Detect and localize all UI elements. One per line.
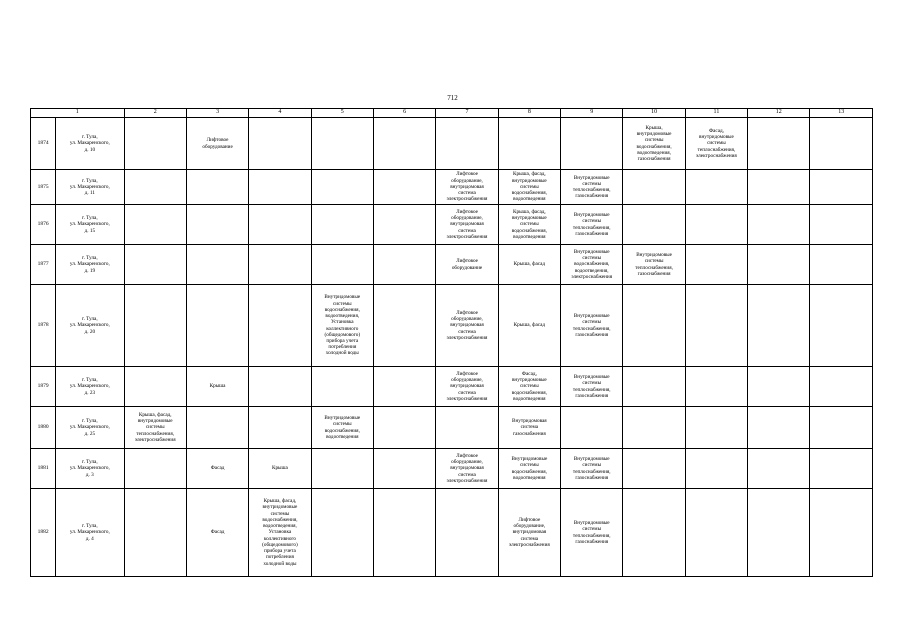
work-cell [685, 118, 747, 170]
address-cell [56, 367, 124, 407]
work-cell [373, 205, 435, 245]
work-cell [623, 285, 685, 367]
column-header: 7 [436, 109, 498, 118]
cell-text: Крыша, фасад, внутридомовые системы водоснабжения, водоотведения [511, 171, 547, 203]
work-cell [748, 205, 810, 245]
work-cell [311, 118, 373, 170]
work-cell [373, 118, 435, 170]
work-cell [249, 118, 311, 170]
column-header: 4 [249, 109, 311, 118]
work-cell [186, 285, 248, 367]
work-cell [810, 407, 873, 449]
column-header: 6 [373, 109, 435, 118]
work-cell [810, 285, 873, 367]
work-cell [498, 449, 560, 489]
row-number-cell [31, 205, 56, 245]
work-cell [748, 407, 810, 449]
work-cell [436, 449, 498, 489]
work-cell [249, 367, 311, 407]
table-row [31, 489, 873, 577]
work-cell [748, 489, 810, 577]
work-cell [810, 170, 873, 205]
work-cell [436, 367, 498, 407]
work-cell [748, 367, 810, 407]
address-cell [56, 407, 124, 449]
row-number-cell [31, 118, 56, 170]
work-cell [561, 285, 623, 367]
work-cell [311, 449, 373, 489]
work-cell [249, 170, 311, 205]
cell-text: Внутридомовые системы водоснабжения, водоотведения, Установка коллективного (общедомового) прибора учета потребления холодной воды [324, 294, 361, 357]
work-cell [249, 449, 311, 489]
work-cell [498, 170, 560, 205]
work-cell [623, 118, 685, 170]
work-cell [124, 170, 186, 205]
work-cell [561, 449, 623, 489]
repair-schedule-table [30, 108, 873, 577]
work-cell [561, 118, 623, 170]
cell-text: Крыша [209, 383, 226, 390]
cell-text: Внутридомовые системы теплоснабжения, газоснабжения [635, 252, 673, 277]
work-cell [748, 118, 810, 170]
work-cell [311, 489, 373, 577]
work-cell [685, 205, 747, 245]
work-cell [124, 205, 186, 245]
work-cell [311, 170, 373, 205]
column-header: 11 [685, 109, 747, 118]
work-cell [311, 205, 373, 245]
cell-text: Крыша, фасад, внутридомовые системы водоснабжения, водоотведения [511, 208, 547, 240]
cell-text: г. Тула, ул. Макаренского, д. 11 [69, 177, 110, 197]
cell-text: Внутридомовая система газоснабжения [512, 418, 547, 437]
table-row [31, 170, 873, 205]
cell-text: Фасад [210, 529, 225, 536]
cell-text: Внутридомовые системы теплоснабжения, газоснабжения [572, 520, 611, 545]
row-number-cell [31, 367, 56, 407]
work-cell [685, 449, 747, 489]
work-cell [124, 285, 186, 367]
work-cell [124, 407, 186, 449]
work-cell [249, 205, 311, 245]
work-cell [810, 489, 873, 577]
work-cell [373, 285, 435, 367]
work-cell [186, 245, 248, 285]
work-cell [311, 367, 373, 407]
address-cell [56, 489, 124, 577]
work-cell [249, 407, 311, 449]
cell-text: Лифтовое оборудование, внутридомовая система электроснабжения [446, 309, 488, 341]
cell-text: Лифтовое оборудование [451, 258, 483, 271]
cell-text: Внутридомовые системы теплоснабжения, газоснабжения [572, 174, 611, 200]
address-cell [56, 245, 124, 285]
cell-text: Внутридомовые системы водоснабжения, водоотведения [511, 456, 548, 481]
row-number-cell [31, 285, 56, 367]
work-cell [685, 170, 747, 205]
cell-text: г. Тула, ул. Макаренского, д. 3 [69, 459, 110, 478]
cell-text: 1878 [37, 322, 49, 329]
cell-text: Внутридомовые системы теплоснабжения, газоснабжения [572, 212, 611, 237]
cell-text: Фасад [210, 465, 225, 472]
row-number-cell [31, 245, 56, 285]
cell-text: 1882 [37, 529, 49, 536]
work-cell [685, 285, 747, 367]
work-cell [561, 205, 623, 245]
work-cell [249, 489, 311, 577]
row-number-cell [31, 170, 56, 205]
cell-text: Внутридомовые системы водоснабжения, водоотведения [324, 415, 361, 440]
cell-text: Лифтовое оборудование, внутридомовая система электроснабжения [446, 370, 488, 402]
work-cell [249, 245, 311, 285]
cell-text: г. Тула, ул. Макаренского, д. 19 [69, 255, 110, 274]
cell-text: 1876 [37, 221, 49, 228]
work-cell [124, 245, 186, 285]
work-cell [810, 118, 873, 170]
cell-text: 1874 [37, 140, 49, 147]
cell-text: Внутридомовые системы водоснабжения, водоотведения, электроснабжения [571, 248, 613, 280]
column-header: 10 [623, 109, 685, 118]
address-cell [56, 118, 124, 170]
cell-text: Внутридомовые системы теплоснабжения, газоснабжения [572, 374, 611, 399]
work-cell [124, 118, 186, 170]
cell-text: Крыша, фасад [513, 261, 546, 268]
work-cell [186, 489, 248, 577]
work-cell [436, 118, 498, 170]
work-cell [436, 285, 498, 367]
cell-text: 1879 [37, 383, 49, 390]
cell-text: Крыша, внутридомовые системы водоснабжения, водоотведения, газоснабжения [636, 124, 672, 162]
cell-text: г. Тула, ул. Макаренского, д. 20 [69, 316, 110, 335]
column-header: 2 [124, 109, 186, 118]
work-cell [311, 245, 373, 285]
page-number: 712 [447, 94, 458, 102]
work-cell [810, 367, 873, 407]
work-cell [685, 245, 747, 285]
work-cell [623, 449, 685, 489]
work-cell [810, 205, 873, 245]
work-cell [561, 367, 623, 407]
work-cell [498, 407, 560, 449]
cell-text: Лифтовое оборудование, внутридомовая система электроснабжения [446, 452, 488, 484]
cell-text: Лифтовое оборудование [202, 137, 233, 150]
address-cell [56, 285, 124, 367]
cell-text: 1880 [37, 424, 49, 431]
work-cell [623, 489, 685, 577]
work-cell [748, 245, 810, 285]
cell-text: Крыша, фасад, внутридомовые системы теплоснабжения, электроснабжения [134, 411, 176, 443]
work-cell [748, 449, 810, 489]
work-cell [124, 367, 186, 407]
work-cell [186, 118, 248, 170]
work-cell [498, 118, 560, 170]
cell-text: Крыша, фасад [513, 322, 546, 329]
cell-text: г. Тула, ул. Макаренского, д. 10 [69, 134, 110, 153]
work-cell [124, 489, 186, 577]
work-cell [685, 407, 747, 449]
work-cell [373, 245, 435, 285]
cell-text: Лифтовое оборудование, внутридомовая система электроснабжения [446, 171, 488, 203]
row-number-cell [31, 449, 56, 489]
work-cell [436, 245, 498, 285]
work-cell [561, 407, 623, 449]
cell-text: Лифтовое оборудование, внутридомовая система электроснабжения [508, 516, 550, 548]
cell-text: Крыша [272, 465, 288, 472]
column-header: 12 [748, 109, 810, 118]
work-cell [498, 367, 560, 407]
cell-text: 1877 [37, 261, 49, 268]
work-cell [186, 170, 248, 205]
table-row [31, 407, 873, 449]
work-cell [186, 367, 248, 407]
work-cell [748, 285, 810, 367]
address-cell [56, 205, 124, 245]
cell-text: Фасад, внутридомовые системы теплоснабжения, электроснабжения [696, 127, 737, 159]
work-cell [311, 285, 373, 367]
work-cell [810, 449, 873, 489]
cell-text: г. Тула, ул. Макаренского, д. 23 [69, 377, 110, 396]
table-row [31, 205, 873, 245]
work-cell [373, 407, 435, 449]
work-cell [623, 407, 685, 449]
address-cell [56, 449, 124, 489]
work-cell [311, 407, 373, 449]
work-cell [561, 245, 623, 285]
cell-text: г. Тула, ул. Макаренского, д. 4 [69, 523, 110, 542]
row-number-cell [31, 407, 56, 449]
work-cell [498, 245, 560, 285]
column-header: 13 [810, 109, 873, 118]
row-number-cell [31, 489, 56, 577]
work-cell [623, 245, 685, 285]
work-cell [373, 449, 435, 489]
work-cell [186, 449, 248, 489]
table-row [31, 118, 873, 170]
work-cell [623, 170, 685, 205]
work-cell [373, 367, 435, 407]
work-cell [124, 449, 186, 489]
work-cell [373, 170, 435, 205]
work-cell [623, 367, 685, 407]
cell-text: 1881 [37, 465, 49, 472]
table-row [31, 367, 873, 407]
column-header: 9 [561, 109, 623, 118]
work-cell [436, 205, 498, 245]
cell-text: Внутридомовые системы теплоснабжения, газоснабжения [572, 456, 611, 481]
column-header: 8 [498, 109, 560, 118]
work-cell [373, 489, 435, 577]
work-cell [436, 489, 498, 577]
cell-text: Фасад, внутридомовые системы водоснабжения, водоотведения [511, 370, 547, 402]
table-row [31, 285, 873, 367]
column-header: 5 [311, 109, 373, 118]
work-cell [436, 170, 498, 205]
work-cell [186, 205, 248, 245]
work-cell [249, 285, 311, 367]
work-cell [186, 407, 248, 449]
address-cell [56, 170, 124, 205]
work-cell [810, 245, 873, 285]
cell-text: 1875 [37, 183, 49, 190]
work-cell [498, 489, 560, 577]
cell-text: Внутридомовые системы теплоснабжения, газоснабжения [572, 313, 611, 338]
work-cell [561, 170, 623, 205]
work-cell [685, 489, 747, 577]
work-cell [436, 407, 498, 449]
table-row [31, 449, 873, 489]
cell-text: Лифтовое оборудование, внутридомовая система электроснабжения [446, 208, 488, 240]
work-cell [623, 205, 685, 245]
work-cell [561, 489, 623, 577]
work-cell [498, 205, 560, 245]
table-row [31, 245, 873, 285]
header-row [31, 109, 873, 118]
work-cell [748, 170, 810, 205]
column-header: 1 [31, 109, 125, 118]
work-cell [498, 285, 560, 367]
work-cell [685, 367, 747, 407]
cell-text: г. Тула, ул. Макаренского, д. 25 [69, 418, 110, 437]
cell-text: Крыша, фасад, внутридомовые системы водоснабжения, водоотведения, Установка коллективного (общедомового) прибора учета потребления холодной воды [262, 498, 298, 567]
cell-text: г. Тула, ул. Макаренского, д. 15 [69, 215, 110, 234]
column-header: 3 [186, 109, 248, 118]
